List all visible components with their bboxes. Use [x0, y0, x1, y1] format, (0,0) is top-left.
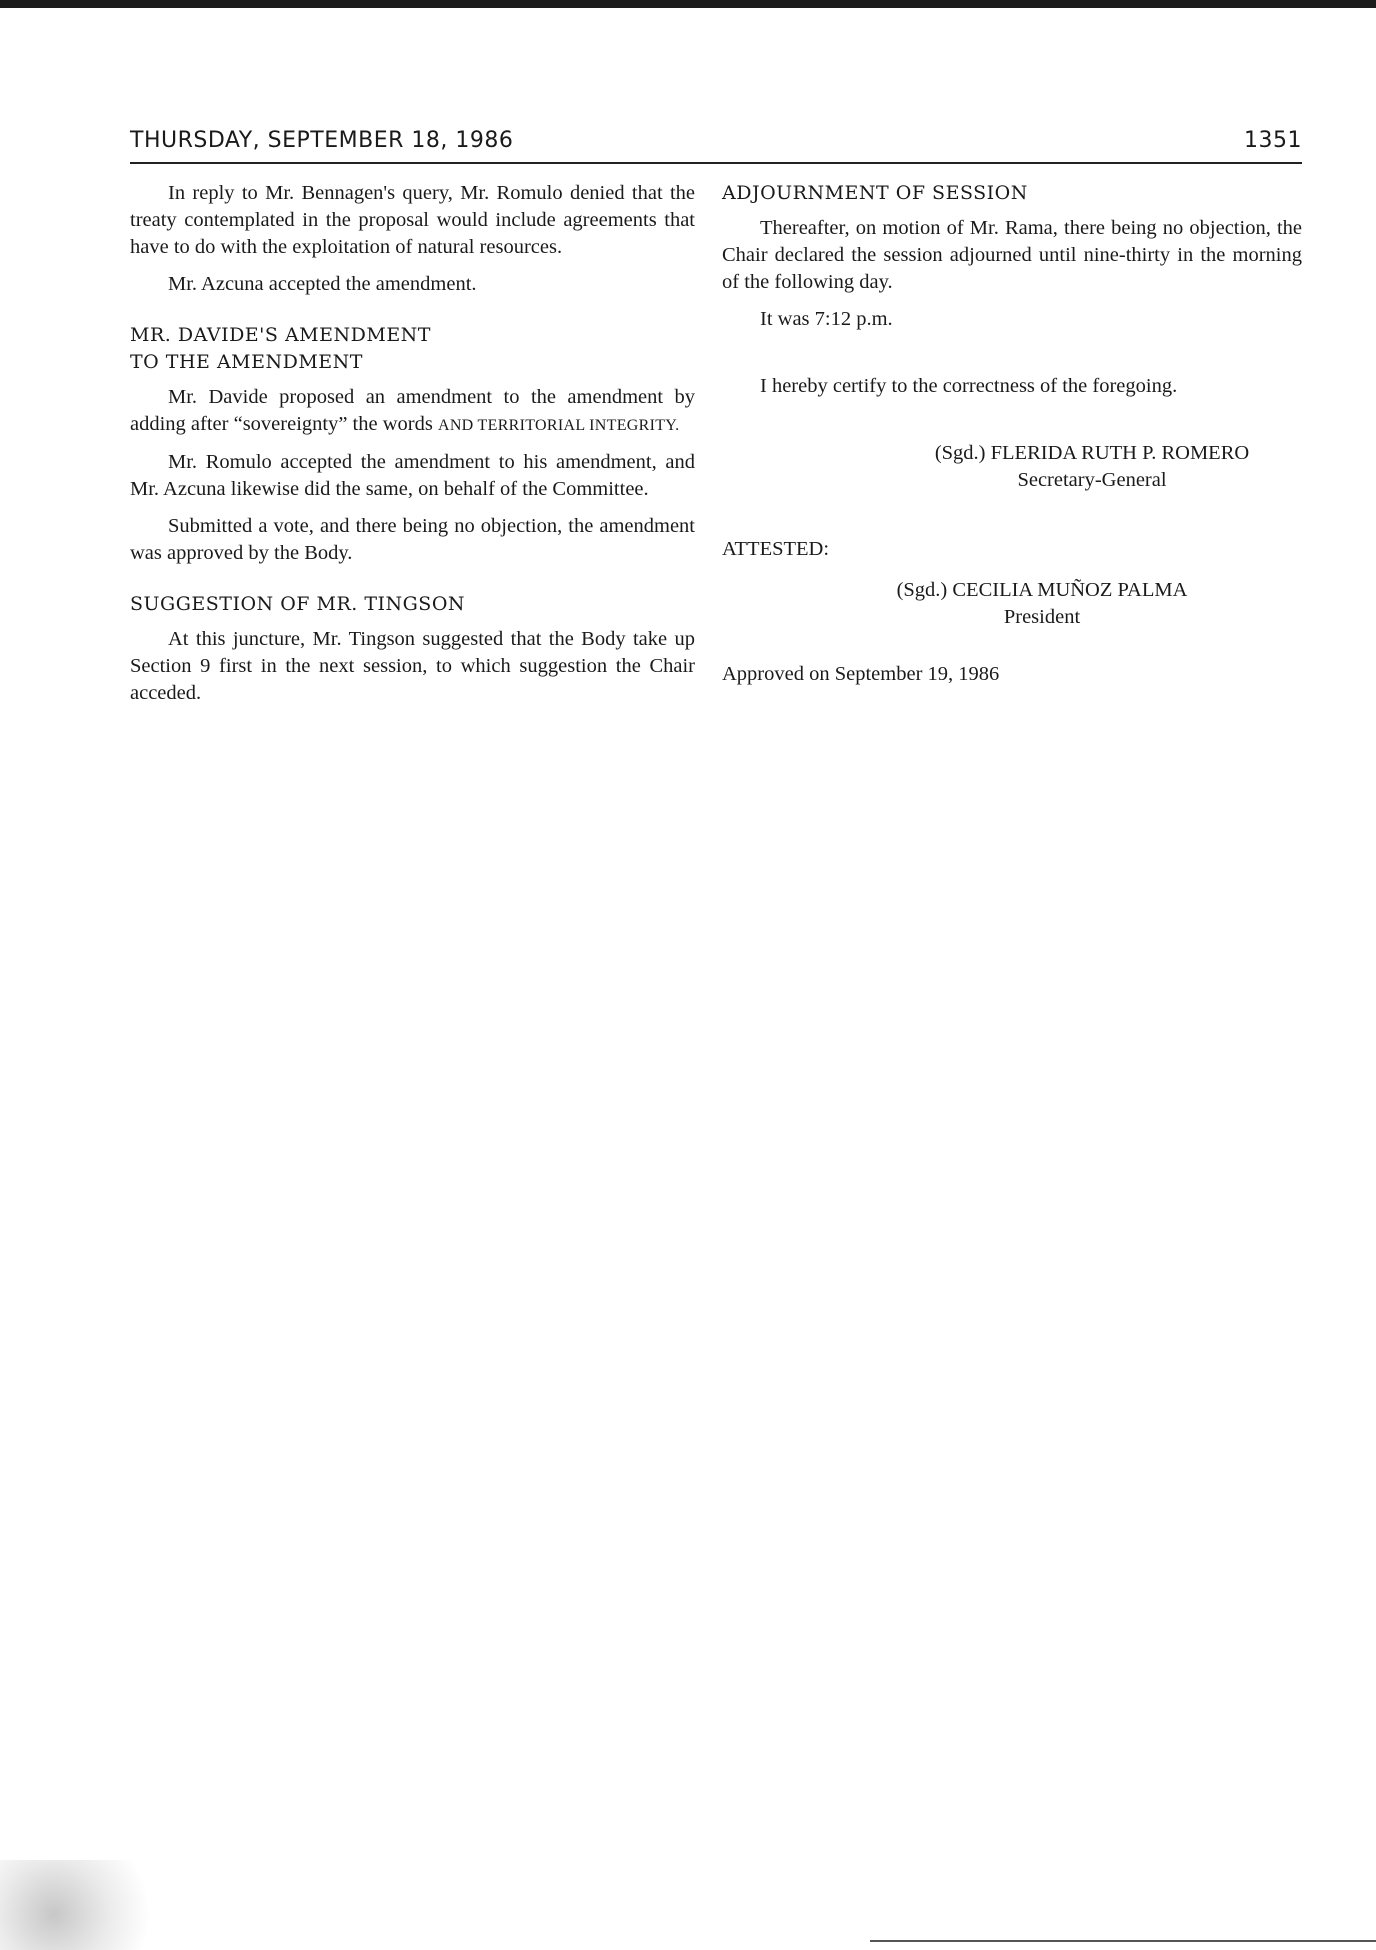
spacer [130, 577, 695, 591]
paragraph-davide-text: Mr. Davide proposed an amendment to the amendment by adding after “sovereignty” the words [130, 386, 695, 435]
heading-davide-line2: TO THE AMENDMENT [130, 351, 363, 373]
bottom-border-rule [870, 1940, 1376, 1942]
signature-secretary-name: (Sgd.) FLERIDA RUTH P. ROMERO [934, 442, 1250, 464]
spacer [722, 494, 1302, 536]
spacer [722, 631, 1302, 661]
right-column [722, 180, 1302, 688]
spacer [722, 563, 1302, 577]
paragraph-davide-proposal [130, 384, 695, 439]
page-header [130, 128, 1302, 164]
signature-secretary-general [722, 440, 1302, 494]
signature-president [722, 577, 1302, 631]
spacer [722, 410, 1302, 440]
paragraph-azcuna-accepted: Mr. Azcuna accepted the amendment. [168, 273, 477, 295]
heading-davide-line1: MR. DAVIDE'S AMENDMENT [130, 324, 431, 346]
attested-label: ATTESTED: [722, 538, 830, 560]
paragraph-adjournment: Thereafter, on motion of Mr. Rama, there being no objection, the Chair declared the session adjourned until nine-thirty in the morning of the following day. [722, 217, 1302, 293]
scan-artifact [0, 1860, 180, 1950]
page-number: 1351 [1244, 128, 1302, 153]
left-column [130, 180, 695, 717]
paragraph-tingson-suggestion: At this juncture, Mr. Tingson suggested that the Body take up Section 9 first in the next session, to which suggestion the Chair acceded. [130, 628, 695, 704]
spacer [722, 343, 1302, 373]
paragraph-davide-caps: AND TERRITORIAL INTEGRITY. [437, 417, 680, 434]
signature-president-name: (Sgd.) CECILIA MUÑOZ PALMA [896, 579, 1188, 601]
heading-davide-amendment [130, 322, 695, 376]
signature-secretary-title: Secretary-General [1017, 469, 1167, 491]
paragraph-romulo-accepted: Mr. Romulo accepted the amendment to his amendment, and Mr. Azcuna likewise did the same, on behalf of the Committee. [130, 451, 695, 500]
heading-tingson-suggestion: SUGGESTION OF MR. TINGSON [130, 593, 466, 615]
paragraph-vote-approved: Submitted a vote, and there being no objection, the amendment was approved by the Body. [130, 515, 695, 564]
spacer [130, 308, 695, 322]
signature-president-title: President [1003, 606, 1081, 628]
top-border-rule [0, 0, 1376, 8]
paragraph-romulo-reply: In reply to Mr. Bennagen's query, Mr. Romulo denied that the treaty contemplated in the proposal would include agreements that have to do with the exploitation of natural resources. [130, 182, 695, 258]
paragraph-certification: I hereby certify to the correctness of the foregoing. [760, 375, 1178, 397]
header-date: THURSDAY, SEPTEMBER 18, 1986 [130, 128, 514, 153]
paragraph-time: It was 7:12 p.m. [760, 308, 893, 330]
heading-adjournment: ADJOURNMENT OF SESSION [722, 182, 1028, 204]
approval-date: Approved on September 19, 1986 [722, 663, 1000, 685]
